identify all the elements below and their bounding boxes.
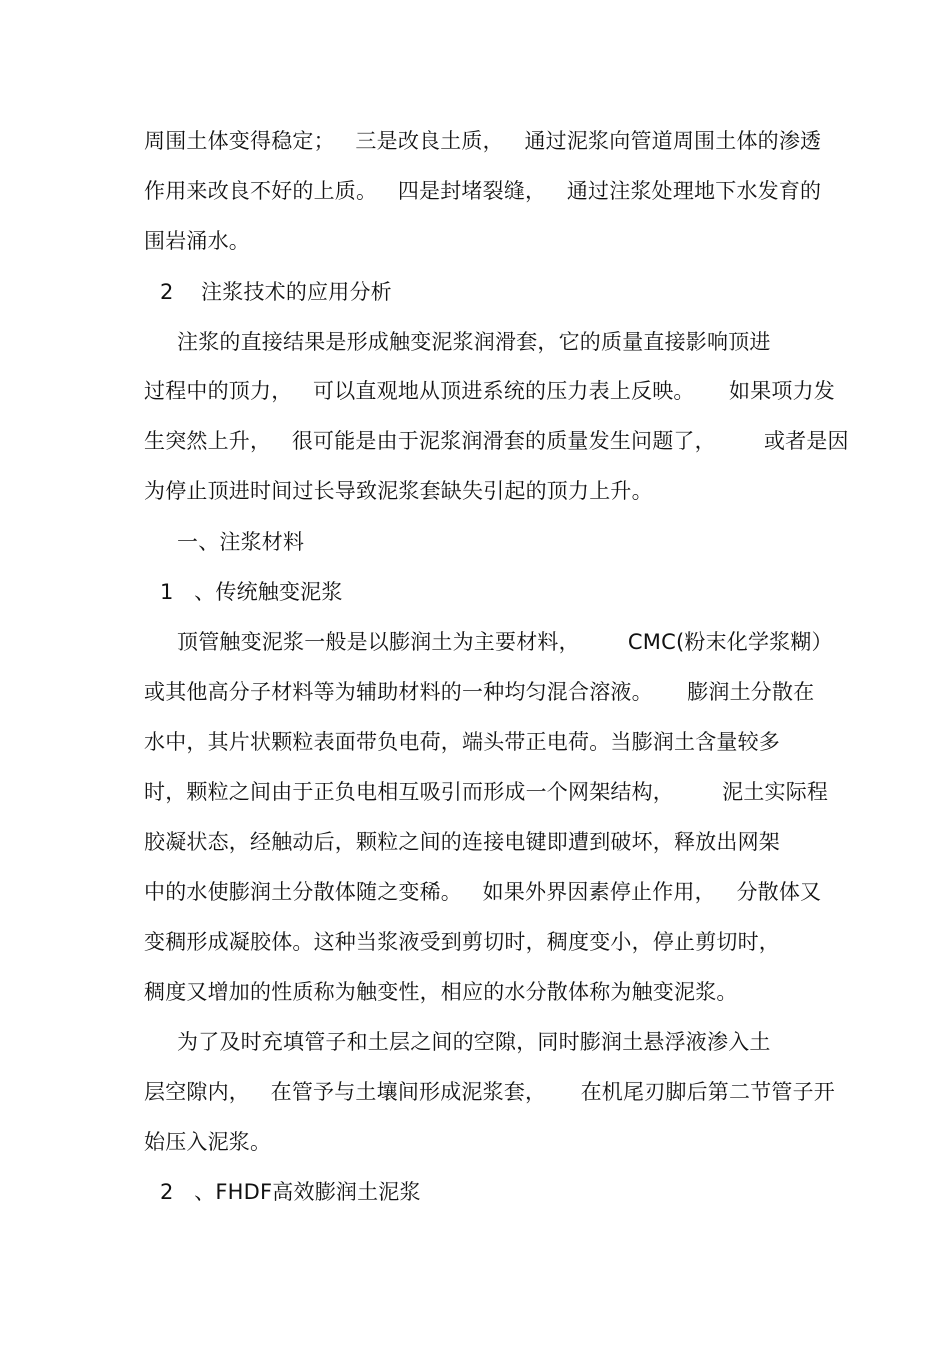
text-line: 生突然上升， 很可能是由于泥浆润滑套的质量发生问题了， 或者是因 xyxy=(144,429,849,453)
text-line: 或其他高分子材料等为辅助材料的一种均匀混合溶液。 膨润土分散在 xyxy=(144,680,815,704)
paragraph-start-line: 注浆的直接结果是形成触变泥浆润滑套，它的质量直接影响顶进 xyxy=(177,330,771,354)
text-line: 中的水使膨润土分散体随之变稀。 如果外界因素停止作用， 分散体又 xyxy=(144,880,822,904)
text-line: 周围土体变得稳定； 三是改良土质， 通过泥浆向管道周围土体的渗透 xyxy=(144,129,822,153)
paragraph-start-line: 为了及时充填管子和土层之间的空隙，同时膨润土悬浮液渗入土 xyxy=(177,1030,771,1054)
item-heading: 1 、传统触变泥浆 xyxy=(160,580,343,604)
subsection-heading: 一、注浆材料 xyxy=(177,530,305,554)
text-line: 层空隙内， 在管予与土壤间形成泥浆套， 在机尾刃脚后第二节管子开 xyxy=(144,1080,835,1104)
item-heading: 2 、FHDF高效膨润土泥浆 xyxy=(160,1180,421,1204)
text-line: 过程中的顶力， 可以直观地从顶进系统的压力表上反映。 如果项力发 xyxy=(144,379,835,403)
text-line: 时，颗粒之间由于正负电相互吸引而形成一个网架结构， 泥土实际程 xyxy=(144,780,829,804)
text-line: 稠度又增加的性质称为触变性，相应的水分散体称为触变泥浆。 xyxy=(144,980,738,1004)
text-line: 作用来改良不好的上质。 四是封堵裂缝， 通过注浆处理地下水发育的 xyxy=(144,179,822,203)
text-line: 胶凝状态，经触动后，颗粒之间的连接电键即遭到破坏，释放出网架 xyxy=(144,830,780,854)
text-line: 水中，其片状颗粒表面带负电荷，端头带正电荷。当膨润土含量较多 xyxy=(144,730,780,754)
section-heading: 2 注浆技术的应用分析 xyxy=(160,280,392,304)
paragraph-start-line: 顶管触变泥浆一般是以膨润土为主要材料， CMC(粉末化学浆糊） xyxy=(177,630,833,654)
text-line: 始压入泥浆。 xyxy=(144,1130,272,1154)
text-line: 变稠形成凝胶体。这种当浆液受到剪切时，稠度变小，停止剪切时， xyxy=(144,930,780,954)
text-line: 为停止顶进时间过长导致泥浆套缺失引起的顶力上升。 xyxy=(144,479,653,503)
text-line: 围岩涌水。 xyxy=(144,229,250,253)
